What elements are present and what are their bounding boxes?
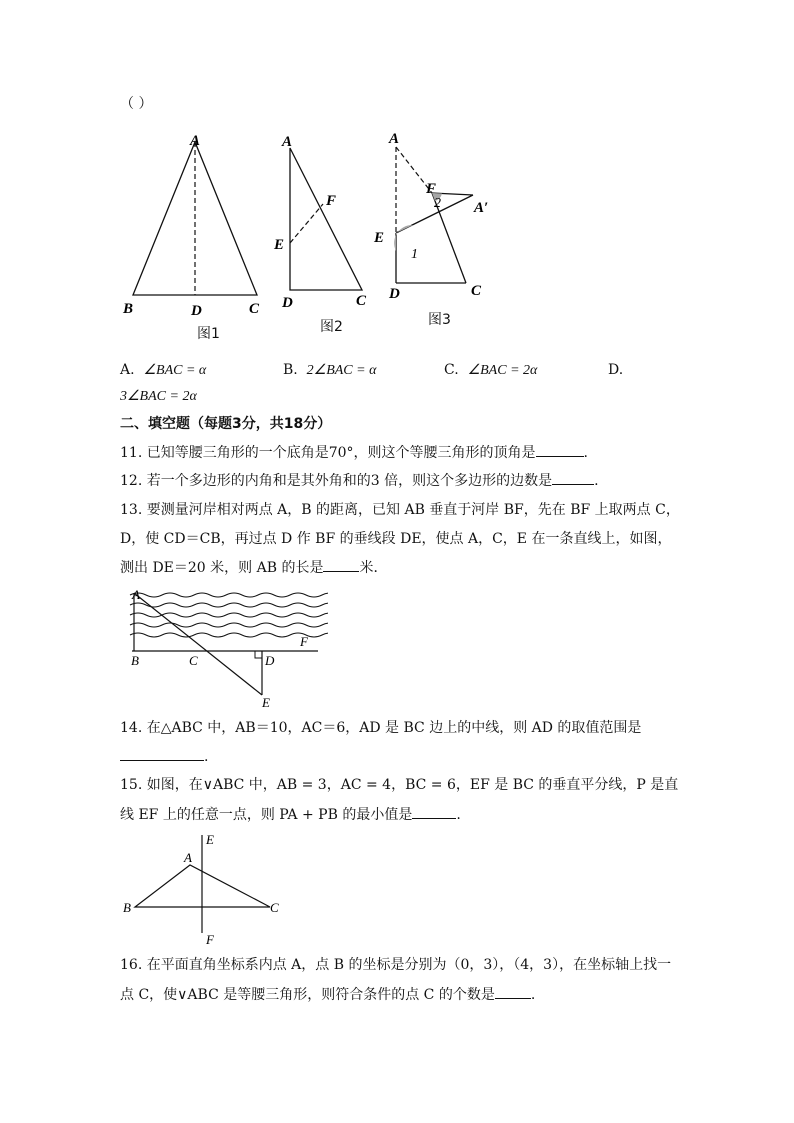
fig1-label-c: C [249, 301, 260, 317]
option-c-text: ∠BAC = 2α [467, 363, 538, 378]
figure-3 [370, 125, 510, 310]
fig3-angle-2-label: 2 [434, 196, 441, 211]
option-b-letter: B. [283, 362, 298, 378]
q13-answer-blank[interactable] [323, 557, 359, 572]
option-b-text: 2∠BAC = α [306, 363, 377, 378]
river-waves [130, 593, 328, 637]
option-b [283, 360, 376, 381]
q15-label-b: B [123, 900, 131, 915]
q14-answer-line [120, 746, 208, 767]
q11-text: 11. 已知等腰三角形的一个底角是70°，则这个等腰三角形的顶角是 [120, 445, 536, 461]
figure-1-caption: 图1 [197, 326, 220, 342]
q13-label-f: F [300, 634, 308, 649]
q12-text: 12. 若一个多边形的内角和是其外角和的3 倍，则这个多边形的边数是 [120, 473, 553, 489]
option-c-letter: C. [444, 362, 459, 378]
q15-label-a: A [184, 850, 192, 865]
q15-line-2 [120, 804, 461, 825]
river-figure [118, 585, 328, 710]
q12-answer-blank[interactable] [552, 470, 594, 485]
q16-line-2 [120, 984, 535, 1005]
option-d-text: 3∠BAC = 2α [120, 389, 197, 404]
figure-1 [115, 130, 275, 350]
option-a-text: ∠BAC = α [143, 363, 207, 378]
figure-2-caption: 图2 [320, 319, 343, 335]
q13-label-b: B [131, 653, 139, 668]
option-a-letter: A. [120, 362, 135, 378]
q13-text: 测出 DE＝20 米，则 AB 的长是 [120, 560, 324, 576]
q13-label-e: E [262, 695, 270, 710]
answer-parentheses: （ ） [120, 96, 153, 112]
fig2-label-f: F [326, 193, 337, 209]
fig3-label-c: C [471, 283, 482, 299]
line-ace [134, 593, 262, 695]
fig1-label-a: A [190, 133, 201, 149]
q15-end: . [456, 807, 461, 823]
fig3-label-a: A [389, 131, 400, 147]
q11-end: . [583, 445, 588, 461]
fig2-label-d: D [282, 295, 293, 311]
q15-label-c: C [270, 900, 279, 915]
fig2-label-c: C [356, 293, 367, 309]
q12-end: . [594, 473, 599, 489]
option-c [444, 360, 537, 381]
q15-line-1: 15. 如图，在∨ABC 中，AB = 3，AC = 4，BC = 6，EF 是 BC 的垂直平分线，P 是直 [120, 777, 679, 793]
option-a [120, 360, 206, 381]
q16-answer-blank[interactable] [495, 984, 531, 999]
q14-end: . [204, 749, 209, 765]
right-angle-marker [255, 651, 262, 658]
triangle-bisector-figure [118, 830, 293, 948]
q13-line-2: D，使 CD＝CB，再过点 D 作 BF 的垂线段 DE，使点 A，C，E 在一条直线上，如图， [120, 531, 672, 547]
q11-answer-blank[interactable] [536, 442, 584, 457]
q13-label-c: C [189, 653, 198, 668]
q15-answer-blank[interactable] [412, 804, 456, 819]
question-12 [120, 470, 599, 491]
fig3-angle-1-label: 1 [411, 247, 418, 262]
fig3-label-f: F [426, 181, 437, 197]
q13-end: 米． [359, 560, 388, 576]
fig3-label-e: E [374, 230, 385, 246]
q16-line-1: 16. 在平面直角坐标系内点 A，点 B 的坐标是分别为（0，3），（4，3），在坐标轴上找一 [120, 957, 672, 973]
fold-line-ef [290, 204, 323, 243]
figure-3-caption: 图3 [428, 312, 451, 328]
fig3-label-d: D [389, 286, 400, 302]
question-11 [120, 442, 588, 463]
fig2-label-a: A [282, 134, 293, 150]
q16-end: . [530, 987, 536, 1003]
question-14: 14. 在△ABC 中，AB＝10，AC＝6，AD 是 BC 边上的中线，则 AD 的取值范围是 [120, 720, 642, 736]
fig1-label-b: B [123, 301, 134, 317]
q13-line-3 [120, 557, 387, 578]
right-triangle [290, 148, 362, 290]
q13-label-a: A [132, 587, 140, 602]
q13-label-d: D [265, 653, 275, 668]
option-d-letter: D. [608, 362, 624, 378]
section-2-heading: 二、填空题（每题3分，共18分） [120, 416, 332, 432]
q13-line-1: 13. 要测量河岸相对两点 A，B 的距离，已知 AB 垂直于河岸 BF，先在 BF 上取两点 C， [120, 502, 680, 518]
figure-2 [270, 130, 380, 320]
q14-answer-blank[interactable] [120, 746, 204, 761]
q15-text: 线 EF 上的任意一点，则 PA + PB 的最小值是 [120, 807, 413, 823]
q15-label-f: F [206, 932, 214, 947]
fig3-label-a-prime: A′ [474, 200, 489, 216]
q15-label-e: E [206, 832, 214, 847]
q16-text: 点 C，使∨ABC 是等腰三角形，则符合条件的点 C 的个数是 [120, 987, 495, 1003]
fig2-label-e: E [274, 237, 285, 253]
fig1-label-d: D [191, 303, 202, 319]
